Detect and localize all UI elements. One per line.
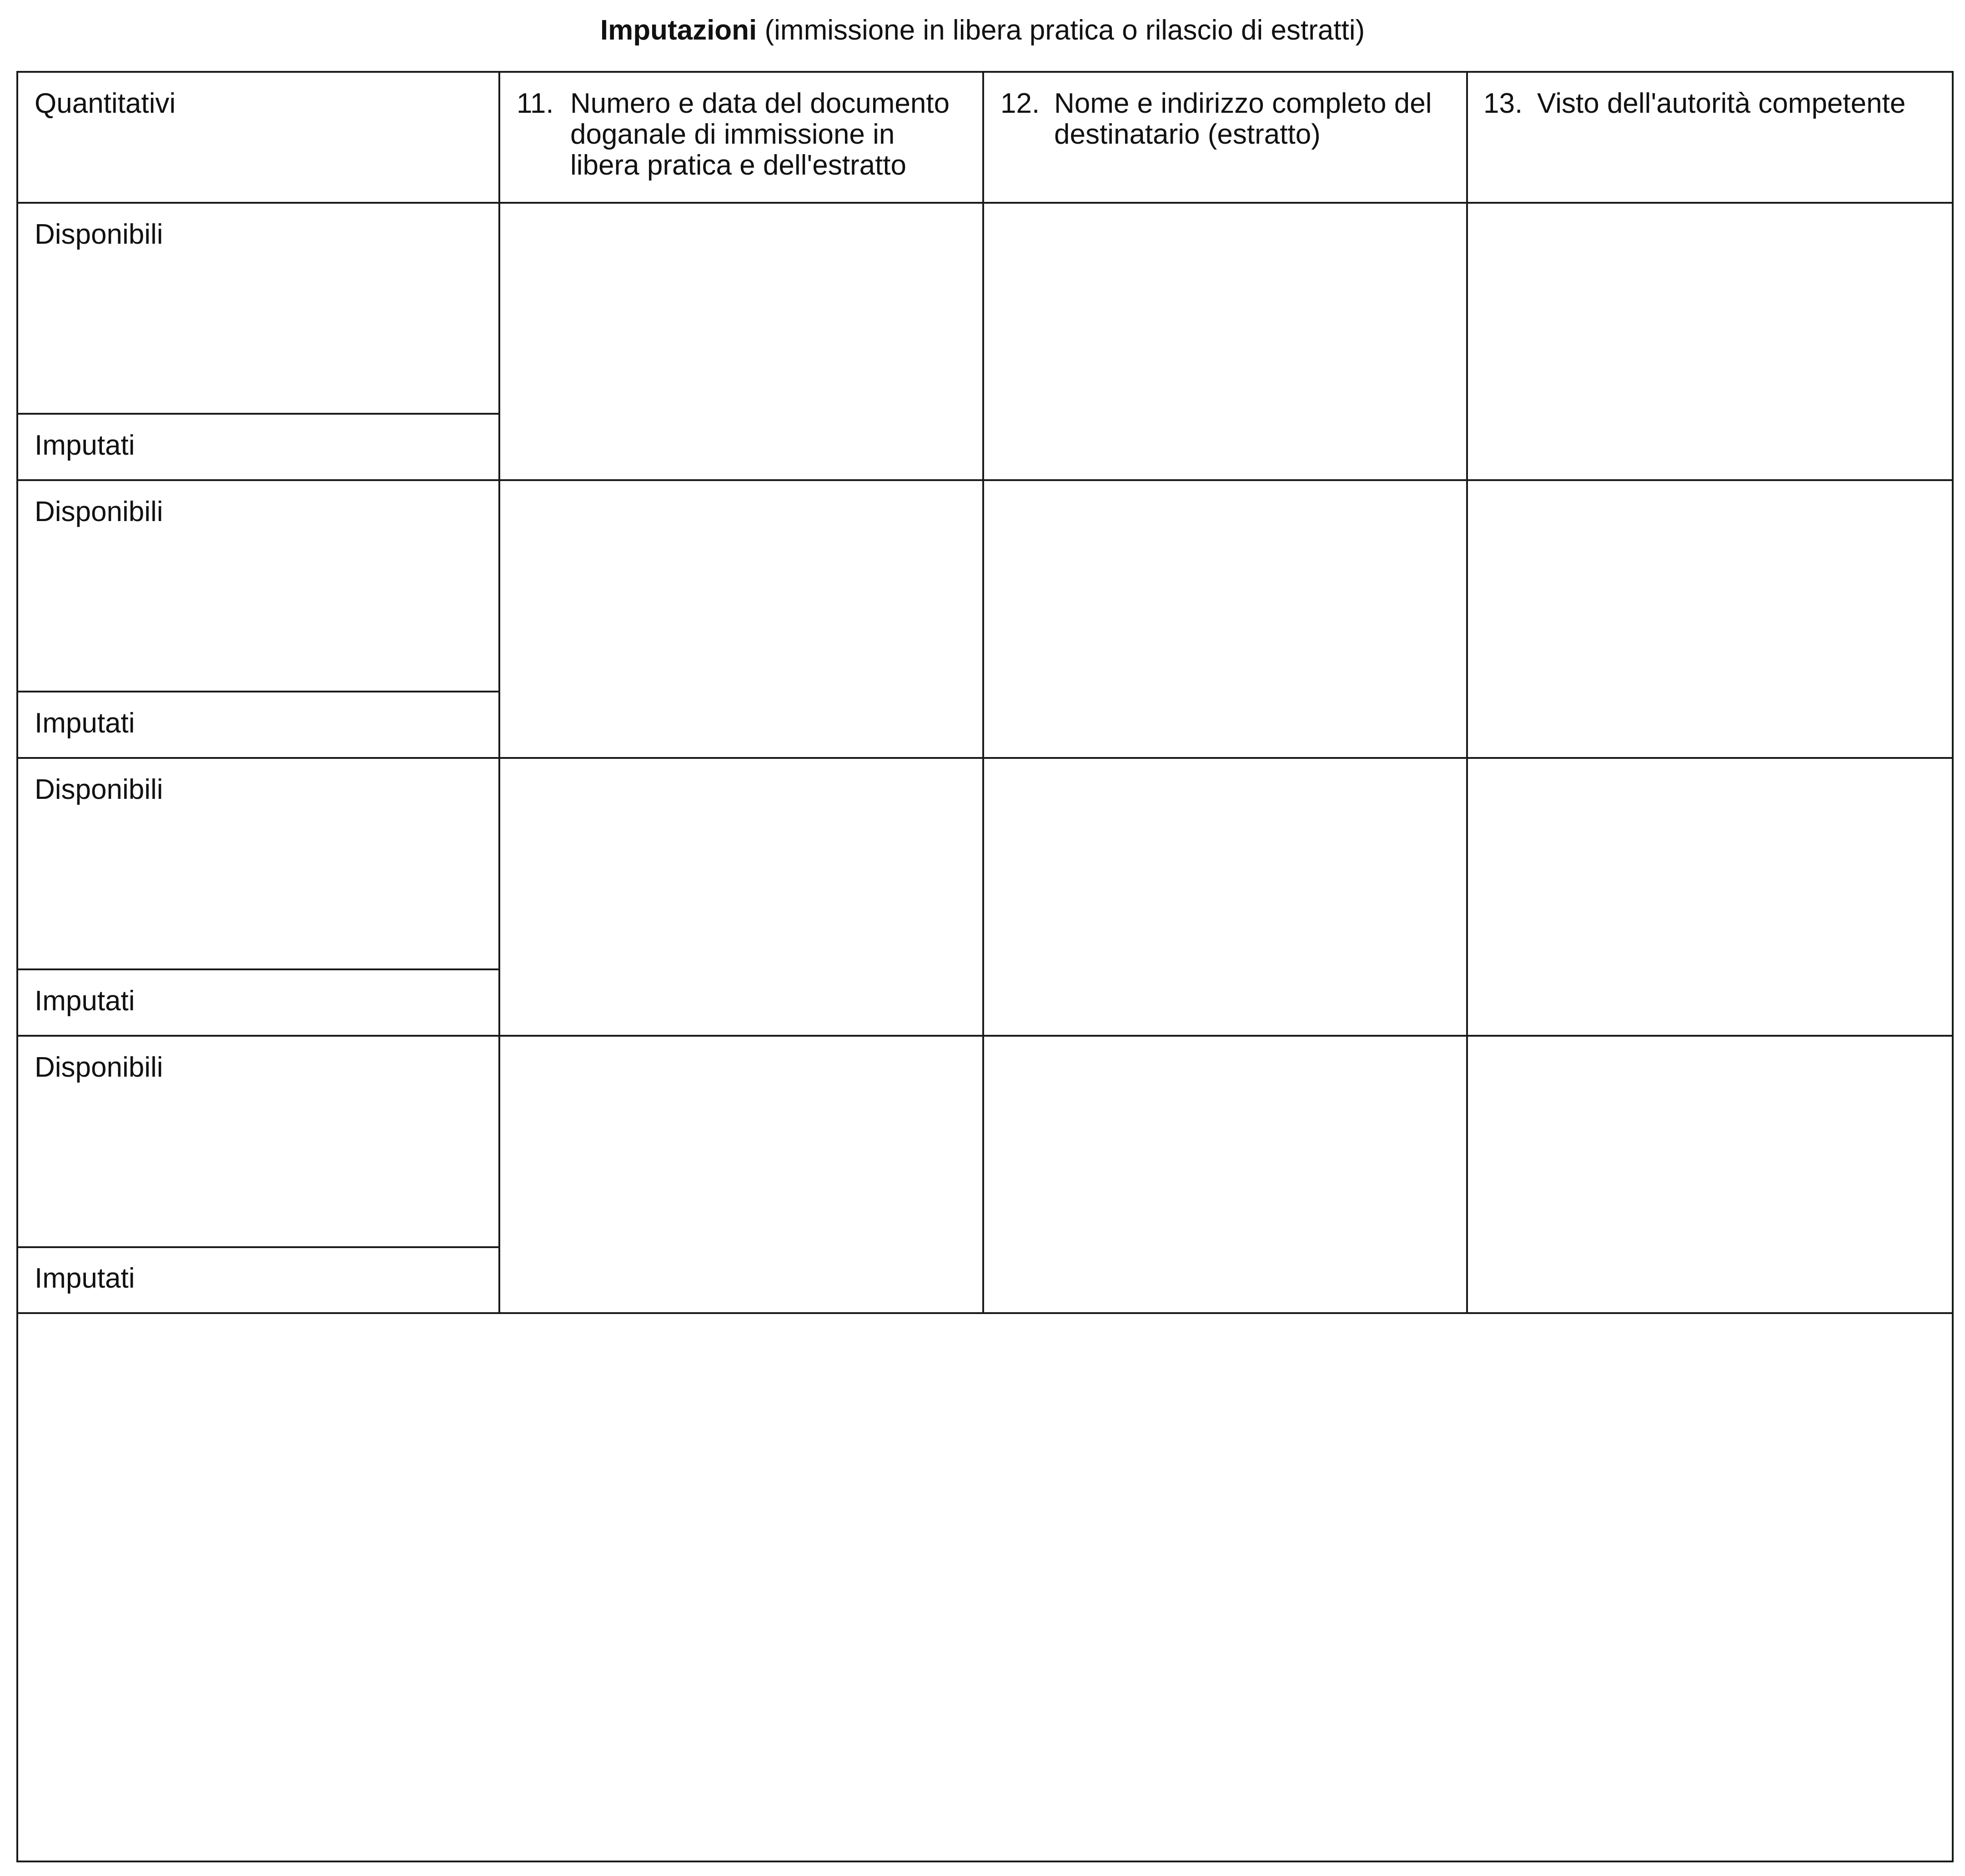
row-2-split-line [16,691,500,692]
row-2-allocated-label: Imputati [35,707,135,739]
row-1-endorsement-cell[interactable] [1468,204,1952,479]
form-title-rest: (immissione in libera pratica o rilascio di estratti) [764,15,1365,46]
row-4-document-cell[interactable] [500,1037,982,1312]
column-header-11-number: 11. [517,88,554,119]
row-4-available-label: Disponibili [35,1052,163,1083]
column-header-12-label: Nome e indirizzo completo del destinatario (estratto) [1054,88,1432,150]
row-1-allocated-label: Imputati [35,430,135,461]
column-header-13-label: Visto dell'autorità competente [1537,88,1906,119]
row-4-endorsement-cell[interactable] [1468,1037,1952,1312]
column-header-quantities: Quantitativi [35,88,176,119]
row-4-consignee-cell[interactable] [984,1037,1466,1312]
row-3-available-label: Disponibili [35,774,163,805]
row-3-endorsement-cell[interactable] [1468,759,1952,1035]
table-top-border [16,71,1954,73]
row-3-split-line [16,968,500,970]
row-2-consignee-cell[interactable] [984,481,1466,757]
row-3-document-cell[interactable] [500,759,982,1035]
form-title-bold: Imputazioni [600,15,757,46]
column-header-12-number: 12. [1000,88,1040,119]
row-4-allocated-label: Imputati [35,1263,135,1294]
row-1-consignee-cell[interactable] [984,204,1466,479]
column-header-11-label: Numero e data del documento doganale di immissione in libera pratica e dell'estratto [570,88,950,181]
blank-bottom-area [18,1314,1952,1861]
row-3-allocated-label: Imputati [35,985,135,1017]
row-2-available-label: Disponibili [35,496,163,527]
table-right-border [1952,71,1954,1862]
row-2-document-cell[interactable] [500,481,982,757]
row-4-split-line [16,1246,500,1248]
row-1-available-label: Disponibili [35,219,163,250]
row-3-consignee-cell[interactable] [984,759,1466,1035]
column-header-13-number: 13. [1483,88,1523,119]
row-2-endorsement-cell[interactable] [1468,481,1952,757]
row-1-split-line [16,413,500,415]
row-1-document-cell[interactable] [500,204,982,479]
table-bottom-border [16,1861,1954,1862]
form-title [0,10,1965,51]
